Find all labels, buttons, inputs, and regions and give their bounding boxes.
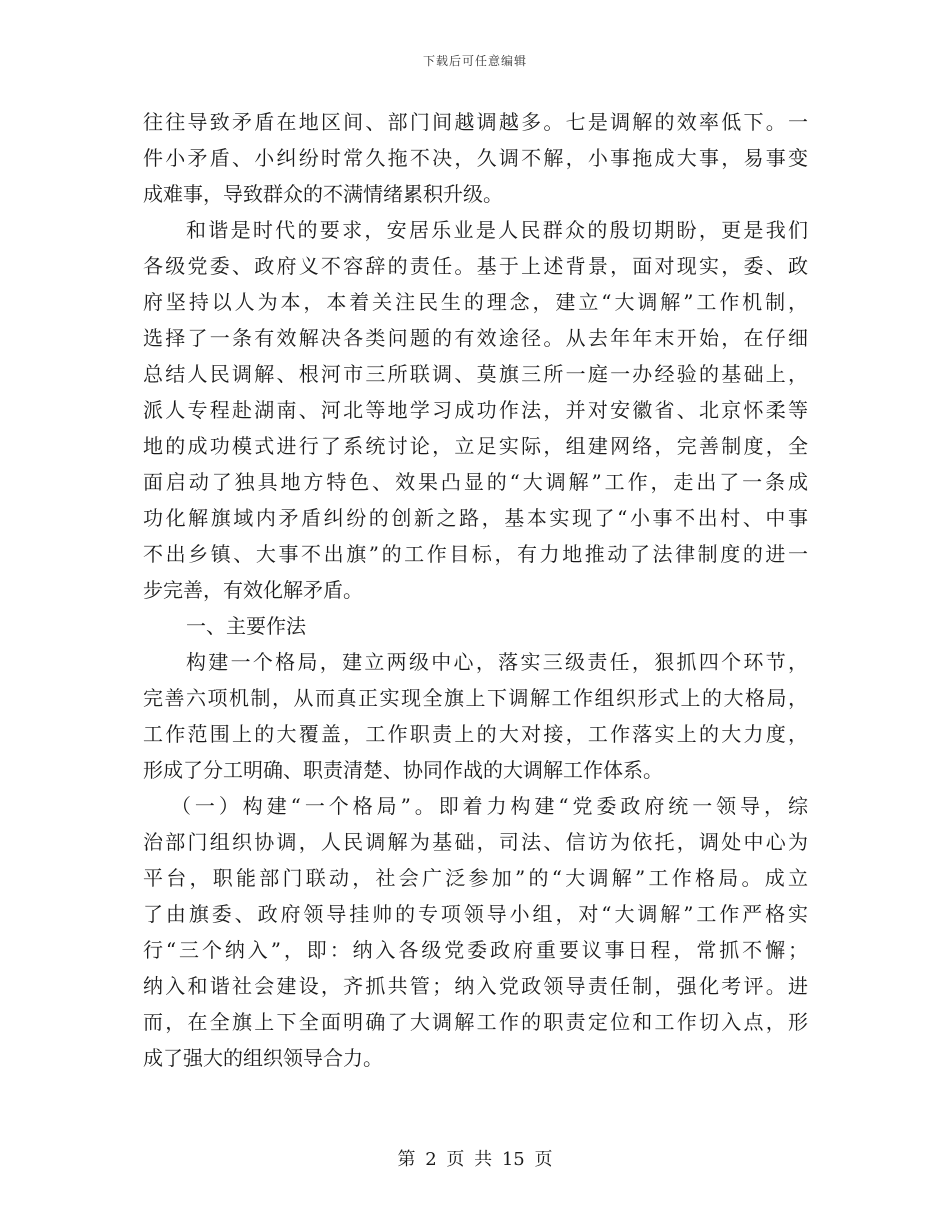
paragraph-line: 选择了一条有效解决各类问题的有效途径。从去年年末开始，在仔细 [143,326,808,350]
paragraph-line: 工作范围上的大覆盖，工作职责上的大对接，工作落实上的大力度， [143,722,808,746]
paragraph-line: 派人专程赴湖南、河北等地学习成功作法，并对安徽省、北京怀柔等 [143,398,808,422]
paragraph-line: 件小矛盾、小纠纷时常久拖不决，久调不解，小事拖成大事，易事变 [143,146,808,170]
paragraph-line: 平台，职能部门联动，社会广泛参加”的“大调解”工作格局。成立 [143,866,808,890]
paragraph-line: 和谐是时代的要求，安居乐业是人民群众的殷切期盼，更是我们 [186,218,808,242]
paragraph-line: 步完善，有效化解矛盾。 [143,578,363,602]
paragraph-line: 成了强大的组织领导合力。 [143,1046,383,1070]
paragraph-line: 而，在全旗上下全面明确了大调解工作的职责定位和工作切入点，形 [143,1010,808,1034]
paragraph-line: 行“三个纳入”，即：纳入各级党委政府重要议事日程，常抓不懈； [143,938,808,962]
section-heading: 一、主要作法 [186,614,306,638]
paragraph-line: 治部门组织协调，人民调解为基础，司法、信访为依托，调处中心为 [143,830,808,854]
paragraph-line: 总结人民调解、根河市三所联调、莫旗三所一庭一办经验的基础上， [143,362,808,386]
paragraph-line: 地的成功模式进行了系统讨论，立足实际，组建网络，完善制度，全 [143,434,808,458]
paragraph-line: 府坚持以人为本，本着关注民生的理念，建立“大调解”工作机制， [143,290,808,314]
paragraph-line: 了由旗委、政府领导挂帅的专项领导小组，对“大调解”工作严格实 [143,902,808,926]
page-number: 第 2 页 共 15 页 [397,1149,553,1170]
paragraph-line: （一）构建“一个格局”。即着力构建“党委政府统一领导，综 [171,794,808,818]
paragraph-line: 功化解旗域内矛盾纠纷的创新之路，基本实现了“小事不出村、中事 [143,506,808,530]
paragraph-line: 各级党委、政府义不容辞的责任。基于上述背景，面对现实，委、政 [143,254,808,278]
paragraph-line: 完善六项机制，从而真正实现全旗上下调解工作组织形式上的大格局， [143,686,808,710]
paragraph-line: 构建一个格局，建立两级中心，落实三级责任，狠抓四个环节， [186,650,808,674]
paragraph-line: 往往导致矛盾在地区间、部门间越调越多。七是调解的效率低下。一 [143,110,808,134]
page-header: 下载后可任意编辑 [422,54,527,68]
paragraph-line: 纳入和谐社会建设，齐抓共管；纳入党政领导责任制，强化考评。进 [143,974,808,998]
paragraph-line: 成难事，导致群众的不满情绪累积升级。 [143,182,503,206]
paragraph-line: 形成了分工明确、职责清楚、协同作战的大调解工作体系。 [143,758,663,782]
document-body [143,104,808,1076]
paragraph-line: 不出乡镇、大事不出旗”的工作目标，有力地推动了法律制度的进一 [143,542,808,566]
paragraph-line: 面启动了独具地方特色、效果凸显的“大调解”工作，走出了一条成 [143,470,808,494]
